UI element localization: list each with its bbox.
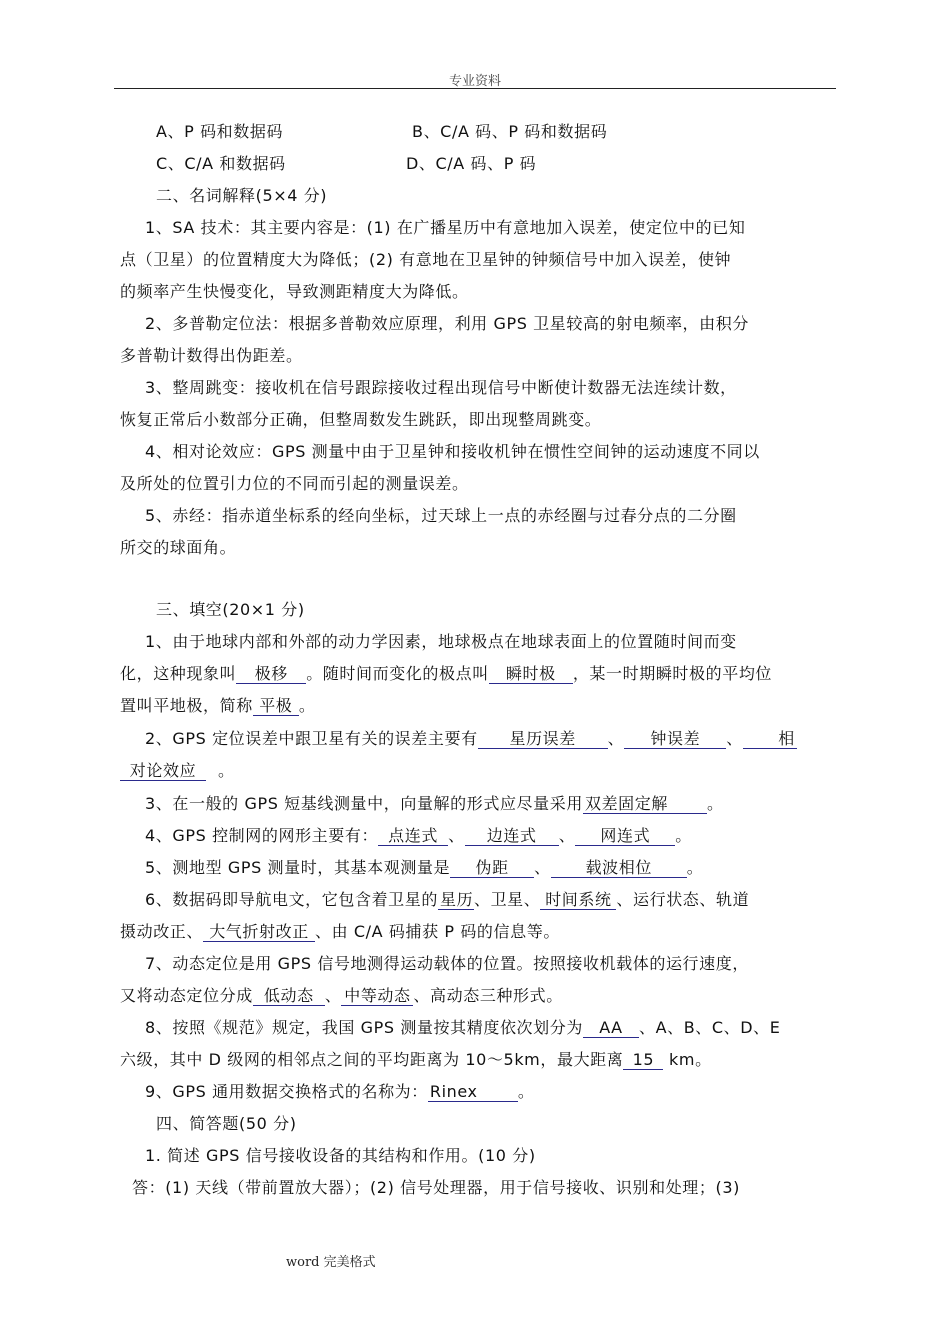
fill-q8-line1 [145, 1018, 781, 1038]
fill-q1-line1: 1、由于地球内部和外部的动力学因素，地球极点在地球表面上的位置随时间而变 [145, 632, 737, 651]
fill-q9 [145, 1082, 534, 1102]
section-3-title: 三、填空(20×1 分) [156, 600, 305, 619]
option-c: C、C/A 和数据码 [156, 154, 286, 173]
section-4-title: 四、简答题(50 分) [156, 1114, 297, 1133]
text: 、由 C/A 码捕获 P 码的信息等。 [315, 922, 560, 941]
section-2-line: 及所处的位置引力位的不同而引起的测量误差。 [120, 474, 469, 493]
text: 六级，其中 D 级网的相邻点之间的平均距离为 10～5km，最大距离 [120, 1050, 624, 1069]
text: ，某一时期瞬时极的平均位 [572, 664, 773, 683]
text: 6、数据码即导航电文，它包含着卫星的 [145, 890, 438, 909]
fill-q5 [145, 858, 703, 878]
section-2-line: 恢复正常后小数部分正确，但整周数发生跳跃，即出现整周跳变。 [120, 410, 602, 429]
page-footer: word 完美格式 [286, 1255, 376, 1270]
short-answer-a1: 答：(1) 天线（带前置放大器）；(2) 信号处理器，用于信号接收、识别和处理；(3) [132, 1178, 740, 1197]
answer-blank: 星历误差 [478, 729, 608, 749]
answer-blank: 平极 [253, 696, 299, 716]
text: 9、GPS 通用数据交换格式的名称为： [145, 1082, 428, 1101]
section-2-line: 5、赤经：指赤道坐标系的经向坐标，过天球上一点的赤经圈与过春分点的二分圈 [145, 506, 737, 525]
text: 。 [686, 858, 704, 877]
answer-blank: 相 [743, 729, 797, 749]
section-2-line: 所交的球面角。 [120, 538, 237, 557]
text: 。 [675, 826, 692, 845]
fill-q4 [145, 826, 692, 846]
answer-blank: 低动态 [253, 986, 325, 1006]
text: 5、测地型 GPS 测量时，其基本观测量是 [145, 858, 451, 877]
text: 、 [324, 986, 342, 1005]
section-2-line: 2、多普勒定位法：根据多普勒效应原理，利用 GPS 卫星较高的射电频率，由积分 [145, 314, 749, 333]
option-a: A、P 码和数据码 [156, 122, 284, 141]
option-d: D、C/A 码、P 码 [406, 154, 537, 173]
short-answer-q1: 1. 简述 GPS 信号接收设备的其结构和作用。(10 分) [145, 1146, 536, 1165]
option-b: B、C/A 码、P 码和数据码 [412, 122, 608, 141]
answer-blank: 15 [623, 1050, 663, 1070]
text: 。 [517, 1082, 535, 1101]
answer-blank: 极移 [236, 664, 306, 684]
answer-blank: 网连式 [575, 826, 675, 846]
answer-blank: 对论效应 [120, 761, 206, 781]
text: 、 [726, 729, 743, 748]
fill-q2-line1 [145, 729, 797, 749]
fill-q6-line1 [145, 890, 749, 910]
answer-blank: 钟误差 [624, 729, 726, 749]
section-2-line: 3、整周跳变：接收机在信号跟踪接收过程出现信号中断使计数器无法连续计数， [145, 378, 737, 397]
text: 摄动改正、 [120, 922, 204, 941]
text: 、卫星、 [473, 890, 541, 909]
text: 4、GPS 控制网的网形主要有： [145, 826, 379, 845]
fill-q3 [145, 794, 724, 814]
fill-q7-line1: 7、动态定位是用 GPS 信号地测得运动载体的位置。按照接收机载体的运行速度， [145, 954, 749, 973]
answer-blank: 边连式 [465, 826, 559, 846]
text: 化，这种现象叫 [120, 664, 237, 683]
text: 、 [558, 826, 576, 845]
fill-q2-line2 [120, 761, 235, 781]
answer-blank: 中等动态 [341, 986, 413, 1006]
text: 、运行状态、轨道 [616, 890, 750, 909]
text: 、 [607, 729, 625, 748]
answer-blank: 点连式 [378, 826, 448, 846]
fill-q8-line2 [120, 1050, 712, 1070]
answer-blank: 伪距 [450, 858, 534, 878]
section-2-line: 多普勒计数得出伪距差。 [120, 346, 303, 365]
fill-q6-line2 [120, 922, 560, 942]
answer-blank: Rinex [428, 1082, 518, 1102]
text: 。 [298, 696, 316, 715]
answer-blank: 瞬时极 [489, 664, 573, 684]
answer-blank: 载波相位 [551, 858, 687, 878]
text: 又将动态定位分成 [120, 986, 253, 1005]
text: 、 [448, 826, 465, 845]
section-2-title: 二、名词解释(5×4 分) [156, 186, 328, 205]
page-header: 专业资料 [448, 74, 501, 89]
text: 、高动态三种形式。 [413, 986, 563, 1005]
text: 。随时间而变化的极点叫 [306, 664, 489, 683]
text: 2、GPS 定位误差中跟卫星有关的误差主要有 [145, 729, 478, 748]
text: 、A、B、C、D、E [638, 1018, 781, 1037]
fill-q7-line2 [120, 986, 563, 1006]
text: km。 [663, 1050, 712, 1069]
text: 。 [706, 794, 724, 813]
section-2-line: 点（卫星）的位置精度大为降低；(2) 有意地在卫星钟的钟频信号中加入误差，使钟 [120, 250, 732, 269]
fill-q1-line2 [120, 664, 772, 684]
answer-blank: 大气折射改正 [203, 922, 315, 942]
fill-q1-line3 [120, 696, 315, 716]
section-2-line: 4、相对论效应：GPS 测量中由于卫星钟和接收机钟在惯性空间钟的运动速度不同以 [145, 442, 760, 461]
text: 3、在一般的 GPS 短基线测量中，向量解的形式应尽量采用 [145, 794, 583, 813]
text: 8、按照《规范》规定，我国 GPS 测量按其精度依次划分为 [145, 1018, 583, 1037]
section-2-line: 的频率产生快慢变化，导致测距精度大为降低。 [120, 282, 469, 301]
answer-blank: 时间系统 [540, 890, 616, 910]
header-divider [114, 88, 836, 89]
text: 。 [218, 761, 235, 780]
answer-blank: 星历 [439, 890, 474, 909]
answer-blank: 双差固定解 [583, 794, 707, 814]
answer-blank: AA [583, 1018, 639, 1038]
text: 、 [534, 858, 551, 877]
section-2-line: 1、SA 技术：其主要内容是：(1) 在广播星历中有意地加入误差，使定位中的已知 [145, 218, 746, 237]
text: 置叫平地极，简称 [120, 696, 253, 715]
